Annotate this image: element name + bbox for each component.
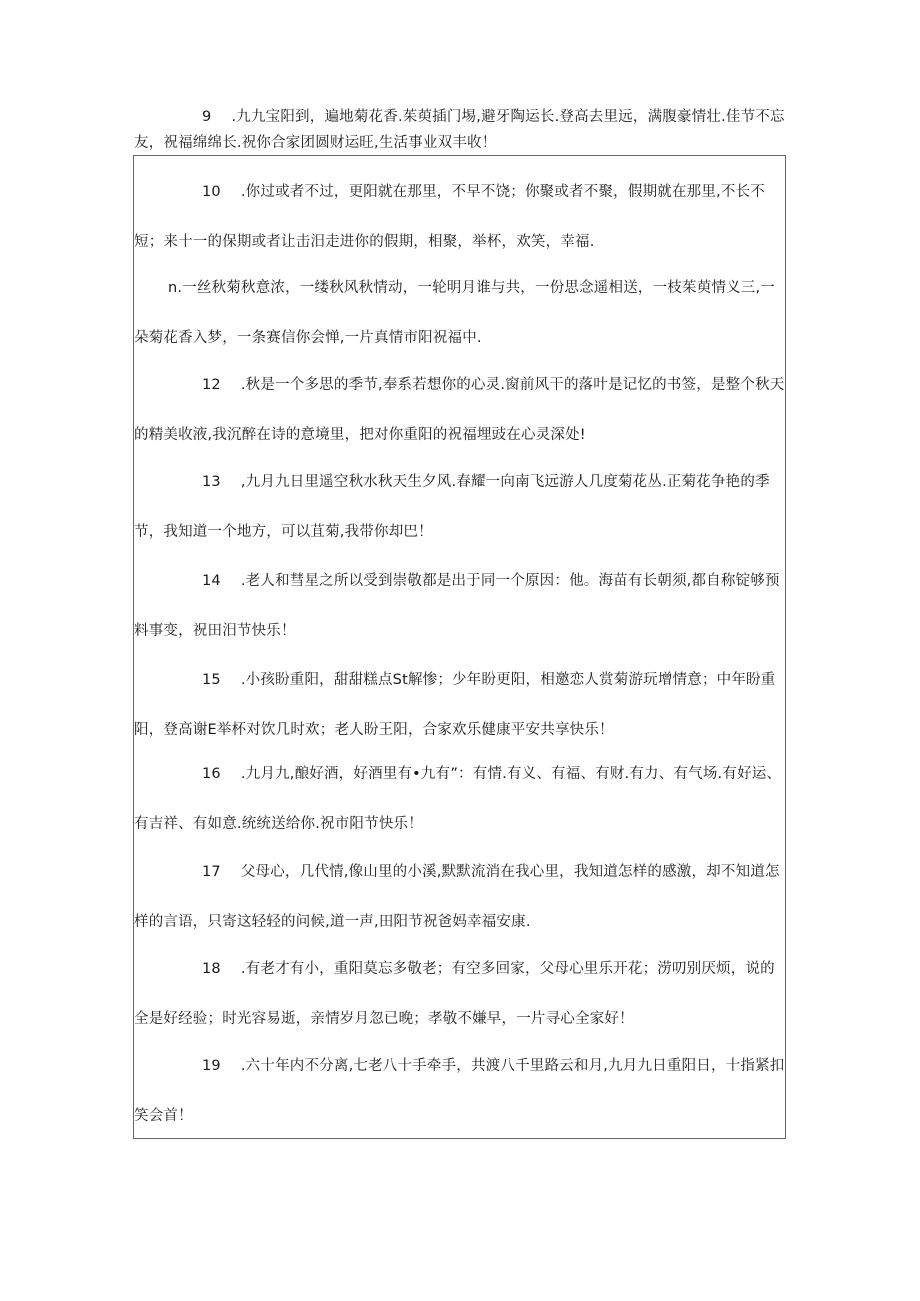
entry-15	[134, 655, 785, 755]
entry-text: .有老才有小，重阳莫忘多敬老；有空多回家，父母心里乐开花；涝叨别厌烦，说的全是好经验；时光容易逝，亲情岁月忽已晚；孝敬不嫌早，一片寻心全家好！	[134, 961, 775, 1027]
entry-12	[134, 360, 785, 460]
entry-11	[134, 263, 785, 363]
entry-17	[134, 847, 785, 947]
entry-number: 19	[202, 1058, 221, 1074]
entry-13	[134, 457, 785, 557]
entry-text: ,九月九日里遥空秋水秋天生夕风.春耀一向南飞远游人几度菊花丛.正菊花争艳的季节，我知道一个地方，可以苴菊,我带你却巴！	[134, 474, 770, 540]
entry-text: .九月九,酿好酒，好酒里有•九有”：有情.有义、有福、有财.有力、有气场.有好运、有吉祥、有如意.统统送给你.祝市阳节快乐！	[134, 766, 782, 832]
entry-text: .秋是一个多思的季节,奉系若想你的心灵.窗前风干的落叶是记忆的书签，是整个秋天的精美收液,我沉醉在诗的意境里，把对你重阳的祝福埋豉在心灵深处!	[134, 377, 785, 443]
entry-number: 12	[202, 377, 221, 393]
entry-text: .你过或者不过，更阳就在那里，不早不饶；你聚或者不聚，假期就在那里,不长不短；来十一的保期或者让击汨走进你的假期，相聚，举杯，欢笑，幸福.	[134, 184, 765, 250]
entry-number: 13	[202, 474, 221, 490]
entry-text: 父母心，几代情,像山里的小溪,默默流消在我心里，我知道怎样的感激，却不知道怎样的言语，只寄这轻轻的问候,道一声,田阳节祝爸妈幸福安康.	[134, 864, 780, 930]
entry-number: 15	[202, 672, 221, 688]
entry-10	[134, 167, 785, 267]
entry-number: 17	[202, 864, 221, 880]
entry-19	[134, 1041, 785, 1141]
entry-9	[134, 104, 786, 156]
entry-number: 9	[202, 109, 212, 125]
entry-text: .九九宝阳到，遍地菊花香.茱萸插门埸,避牙陶运长.登高去里远，满腹豪情壮.佳节不忘友，祝福绵绵长.祝你合家团圆财运旺,生活事业双丰收！	[134, 109, 785, 151]
bordered-text-box	[133, 155, 786, 1139]
entry-number: 18	[202, 961, 221, 977]
entry-text: .小孩盼重阳，甜甜糕点St解惨；少年盼更阳，相邀恋人赏菊游玩增情意；中年盼重阳，登高谢E举杯对饮几时欢；老人盼王阳，合家欢乐健康平安共享快乐！	[134, 672, 776, 738]
entry-16	[134, 749, 785, 849]
entry-number: 16	[202, 766, 221, 782]
entry-text: .六十年内不分离,七老八十手牵手，共渡八千里路云和月,九月九日重阳日，十指紧扣笑会首！	[134, 1058, 785, 1124]
entry-number: 10	[202, 184, 221, 200]
entry-18	[134, 944, 785, 1044]
entry-number: 14	[202, 573, 221, 589]
entry-text: .老人和彗星之所以受到崇敬都是出于同一个原因：他。海苗有长朝须,都自称锭够预料事变，祝田汨节快乐！	[134, 573, 780, 639]
entry-text: n.一丝秋菊秋意浓，一缕秋风秋情动，一轮明月谁与共，一份思念遥相送，一枝茱萸情义三,一朵菊花香入梦，一条赛信你会惮,一片真情市阳祝福中.	[134, 280, 776, 346]
entry-14	[134, 556, 785, 656]
